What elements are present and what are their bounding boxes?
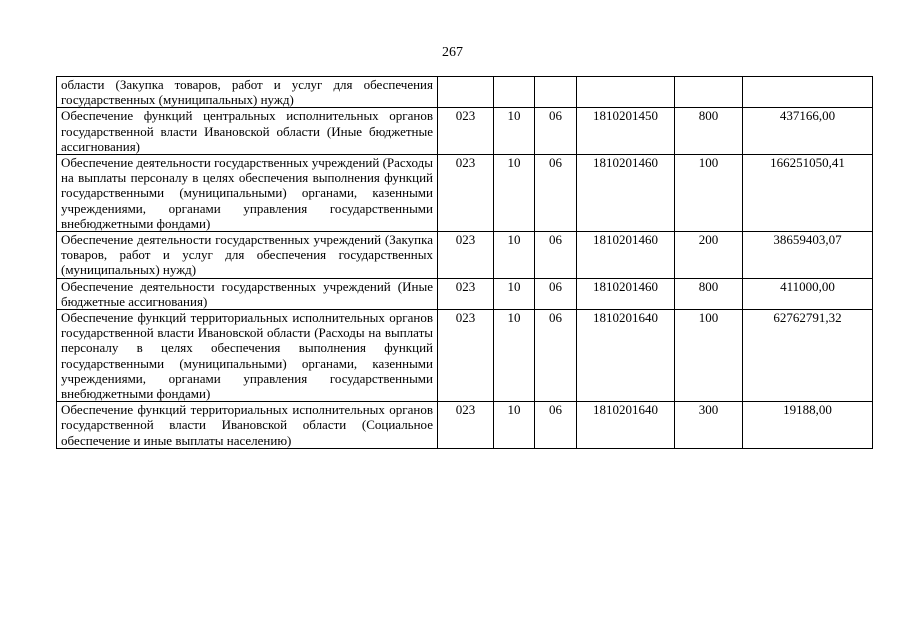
subsection-cell: 06 [535, 402, 577, 449]
table-row [57, 310, 873, 402]
target-code-cell: 1810201450 [577, 108, 675, 155]
expense-type-cell: 200 [675, 232, 743, 279]
row-description: Обеспечение деятельности государственных учреждений (Расходы на выплаты персоналу в целях обеспечения выполнения функций государственными (муниципальными) органами, казенными учреждениями, органами управления государственными внебюджетными фондами) [57, 155, 438, 232]
amount-cell [743, 77, 873, 108]
section-cell: 10 [494, 278, 535, 309]
target-code-cell: 1810201460 [577, 278, 675, 309]
section-cell: 10 [494, 155, 535, 232]
subsection-cell: 06 [535, 278, 577, 309]
expense-type-cell: 100 [675, 310, 743, 402]
subsection-cell: 06 [535, 155, 577, 232]
admin-code-cell: 023 [438, 232, 494, 279]
amount-cell: 166251050,41 [743, 155, 873, 232]
row-description: Обеспечение деятельности государственных учреждений (Иные бюджетные ассигнования) [57, 278, 438, 309]
table-row [57, 155, 873, 232]
row-description: области (Закупка товаров, работ и услуг для обеспечения государственных (муниципальных) нужд) [57, 77, 438, 108]
section-cell: 10 [494, 402, 535, 449]
target-code-cell: 1810201640 [577, 402, 675, 449]
expense-type-cell: 800 [675, 278, 743, 309]
section-cell [494, 77, 535, 108]
amount-cell: 19188,00 [743, 402, 873, 449]
amount-cell: 437166,00 [743, 108, 873, 155]
target-code-cell: 1810201460 [577, 155, 675, 232]
table-row [57, 402, 873, 449]
budget-table [56, 76, 873, 449]
admin-code-cell: 023 [438, 402, 494, 449]
section-cell: 10 [494, 232, 535, 279]
row-description: Обеспечение функций территориальных исполнительных органов государственной власти Ивановской области (Социальное обеспечение и иные выплаты населению) [57, 402, 438, 449]
admin-code-cell: 023 [438, 155, 494, 232]
table-row [57, 232, 873, 279]
expense-type-cell: 800 [675, 108, 743, 155]
table-row [57, 278, 873, 309]
admin-code-cell [438, 77, 494, 108]
expense-type-cell: 100 [675, 155, 743, 232]
section-cell: 10 [494, 310, 535, 402]
expense-type-cell: 300 [675, 402, 743, 449]
target-code-cell [577, 77, 675, 108]
row-description: Обеспечение функций центральных исполнительных органов государственной власти Ивановской области (Иные бюджетные ассигнования) [57, 108, 438, 155]
table-row [57, 108, 873, 155]
admin-code-cell: 023 [438, 310, 494, 402]
table-row [57, 77, 873, 108]
admin-code-cell: 023 [438, 278, 494, 309]
row-description: Обеспечение деятельности государственных учреждений (Закупка товаров, работ и услуг для обеспечения государственных (муниципальных) нужд) [57, 232, 438, 279]
subsection-cell: 06 [535, 232, 577, 279]
subsection-cell [535, 77, 577, 108]
amount-cell: 411000,00 [743, 278, 873, 309]
amount-cell: 38659403,07 [743, 232, 873, 279]
row-description: Обеспечение функций территориальных исполнительных органов государственной власти Ивановской области (Расходы на выплаты персоналу в целях обеспечения выполнения функций государственными (муниципальными) органами, казенными учреждениями, органами управления государственными внебюджетными фондами) [57, 310, 438, 402]
subsection-cell: 06 [535, 108, 577, 155]
target-code-cell: 1810201460 [577, 232, 675, 279]
page-number: 267 [442, 45, 463, 60]
section-cell: 10 [494, 108, 535, 155]
expense-type-cell [675, 77, 743, 108]
subsection-cell: 06 [535, 310, 577, 402]
target-code-cell: 1810201640 [577, 310, 675, 402]
amount-cell: 62762791,32 [743, 310, 873, 402]
admin-code-cell: 023 [438, 108, 494, 155]
